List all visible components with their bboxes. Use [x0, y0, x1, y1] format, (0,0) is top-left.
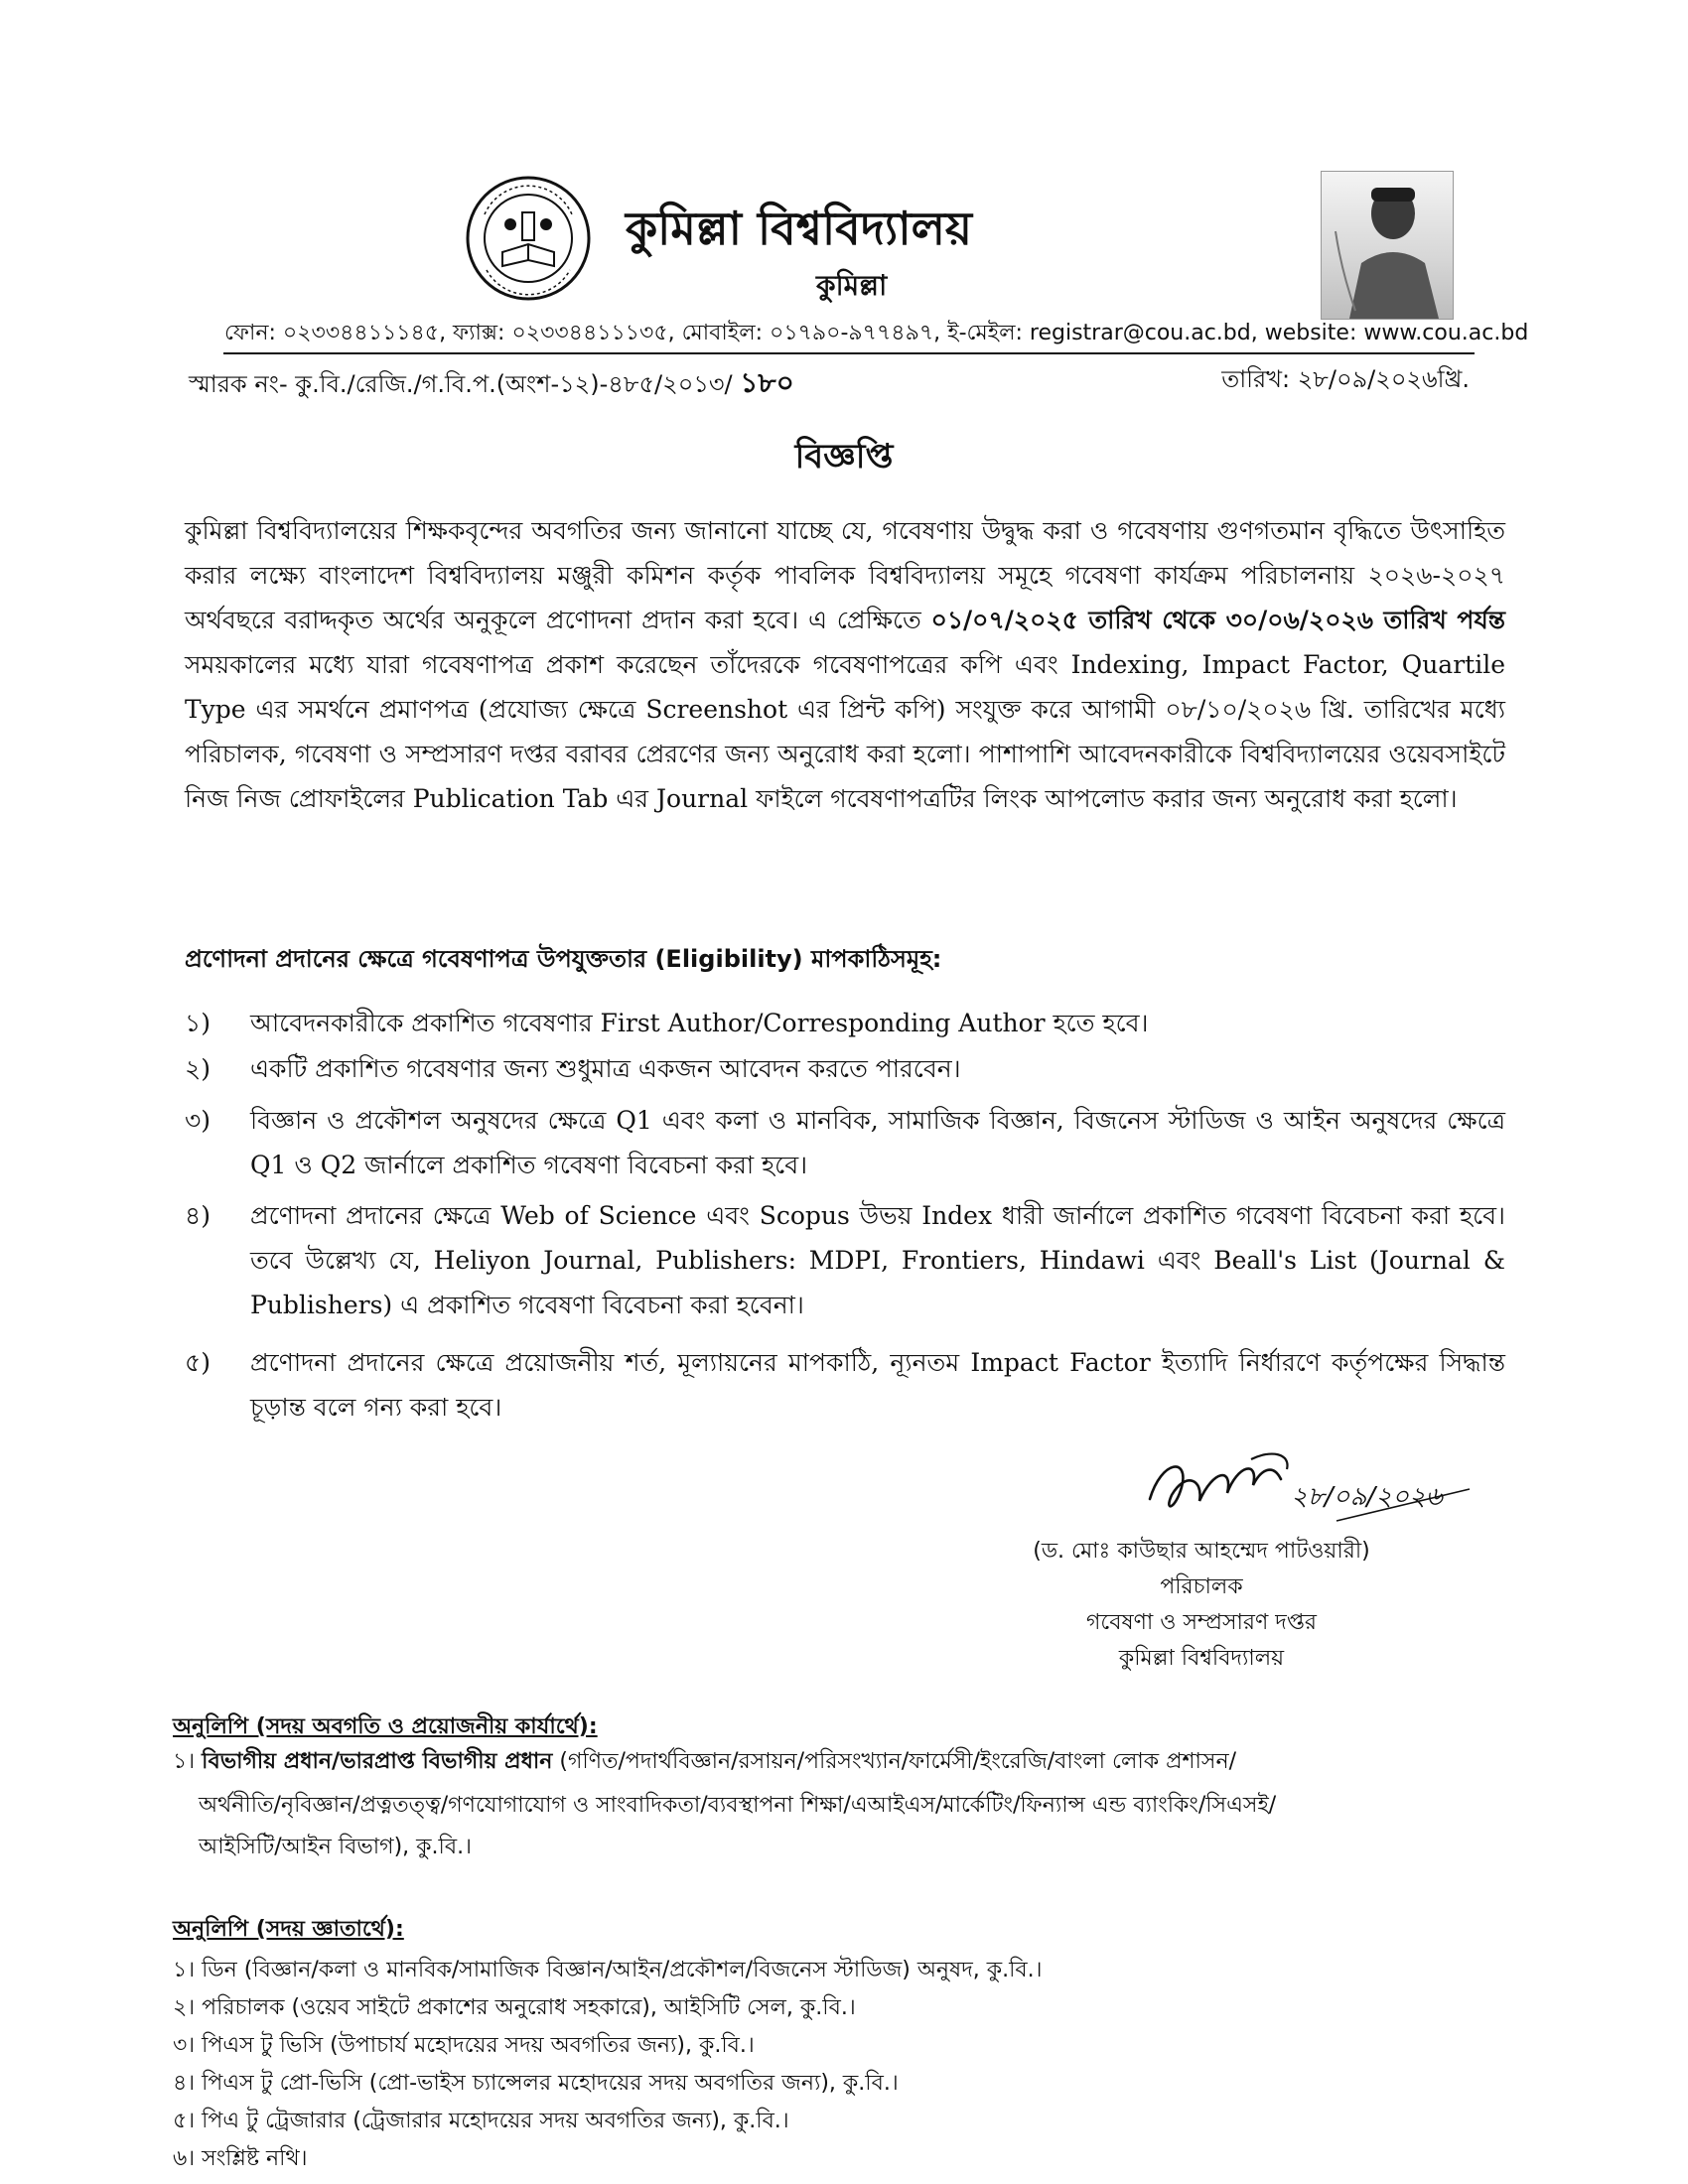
memo-reference-text: স্মারক নং- কু.বি./রেজি./গ.বি.প.(অংশ-১২)-৪৮৫/২০১৩/: [189, 370, 733, 398]
cc-action-item: [173, 1743, 1236, 1781]
criterion-text: একটি প্রকাশিত গবেষণার জন্য শুধুমাত্র একজন আবেদন করতে পারবেন।: [250, 1054, 961, 1083]
notice-body-part2: সময়কালের মধ্যে যারা গবেষণাপত্র প্রকাশ করেছেন তাঁদেরকে গবেষণাপত্রের কপি এবং Indexing, Impact Factor, Quartile Type এর সমর্থনে প্রমাণপত্র (প্রযোজ্য ক্ষেত্রে Screenshot এর প্রিন্ট কপি) সংযুক্ত করে আগামী ০৮/১০/২০২৬ খ্রি. তারিখের মধ্যে পরিচালক, গবেষণা ও সম্প্রসারণ দপ্তর বরাবর প্রেরণের জন্য অনুরোধ করা হলো। পাশাপাশি আবেদনকারীকে বিশ্ববিদ্যালয়ের ওয়েবসাইটে নিজ নিজ প্রোফাইলের Publication Tab এর Journal ফাইলে গবেষণাপত্রটির লিংক আপলোড করার জন্য অনুরোধ করা হলো।: [185, 650, 1505, 813]
header-divider: [223, 352, 1475, 354]
criterion-item: [185, 1001, 1505, 1045]
eligibility-title: প্রণোদনা প্রদানের ক্ষেত্রে গবেষণাপত্র উপযুক্ততার (Eligibility) মাপকাঠিসমূহ:: [185, 945, 942, 973]
memo-handwritten-number: ১৮০: [740, 366, 794, 399]
cc-action-number: ১।: [173, 1749, 196, 1774]
cc-info-item: ৩। পিএস টু ভিসি (উপাচার্য মহোদয়ের সদয় অবগতির জন্য), কু.বি.।: [173, 2033, 755, 2058]
signer-name: (ড. মোঃ কাউছার আহম্মেদ পাটওয়ারী): [1033, 1539, 1370, 1564]
cc-info-item: ৬। সংশ্লিষ্ট নথি।: [173, 2146, 308, 2171]
signer-institution: কুমিল্লা বিশ্ববিদ্যালয়: [1118, 1646, 1285, 1671]
cc-action-recipient: বিভাগীয় প্রধান/ভারপ্রাপ্ত বিভাগীয় প্রধান: [202, 1749, 553, 1774]
signer-office: গবেষণা ও সম্প্রসারণ দপ্তর: [1086, 1610, 1317, 1635]
portrait-photo: [1321, 171, 1454, 320]
cc-info-item: ৫। পিএ টু ট্রেজারার (ট্রেজারার মহোদয়ের সদয় অবগতির জন্য), কু.বি.।: [173, 2109, 789, 2133]
cc-info-item: ৪। পিএস টু প্রো-ভিসি (প্রো-ভাইস চ্যান্সেলর মহোদয়ের সদয় অবগতির জন্য), কু.বি.।: [173, 2071, 899, 2096]
memo-date: তারিখ: ২৮/০৯/২০২৬খ্রি.: [1221, 365, 1470, 393]
university-name: কুমিল্লা বিশ্ববিদ্যালয়: [626, 202, 972, 255]
contact-line: ফোন: ০২৩৩৪৪১১১৪৫, ফ্যাক্স: ০২৩৩৪৪১১১৩৫, মোবাইল: ০১৭৯০-৯৭৭৪৯৭, ই-মেইল: registrar@cou.ac.bd, website: www.cou.ac.bd: [224, 321, 1529, 345]
notice-title: বিজ্ঞপ্তি: [794, 437, 894, 477]
criterion-number: ২): [185, 1054, 211, 1083]
notice-body: [185, 508, 1505, 821]
university-city: কুমিল্লা: [816, 269, 888, 302]
criterion-number: ৫): [185, 1348, 211, 1377]
criterion-item: [185, 1340, 1505, 1430]
cc-action-line1: (গণিত/পদার্থবিজ্ঞান/রসায়ন/পরিসংখ্যান/ফার্মেসী/ইংরেজি/বাংলা লোক প্রশাসন/: [552, 1749, 1237, 1774]
university-seal-logo: [465, 175, 592, 302]
criterion-text: প্রণোদনা প্রদানের ক্ষেত্রে Web of Science এবং Scopus উভয় Index ধারী জার্নালে প্রকাশিত গবেষণা বিবেচনা করা হবে। তবে উল্লেখ্য যে, Heliyon Journal, Publishers: MDPI, Frontiers, Hindawi এবং Beall's List (Journal & Publishers) এ প্রকাশিত গবেষণা বিবেচনা করা হবেনা।: [250, 1201, 1505, 1319]
signature-date: ২৮/০৯/২০২৬: [1291, 1482, 1443, 1512]
cc-action-line3: আইসিটি/আইন বিভাগ), কু.বি.।: [199, 1835, 472, 1859]
cc-info-item: ১। ডিন (বিজ্ঞান/কলা ও মানবিক/সামাজিক বিজ্ঞান/আইন/প্রকৌশল/বিজনেস স্টাডিজ) অনুষদ, কু.বি.।: [173, 1958, 1043, 1982]
cc-action-line2: অর্থনীতি/নৃবিজ্ঞান/প্রত্নতত্ত্ব/গণযোগাযোগ ও সাংবাদিকতা/ব্যবস্থাপনা শিক্ষা/এআইএস/মার্কেটিং/ফিন্যান্স এন্ড ব্যাংকিং/সিএসই/: [199, 1793, 1277, 1818]
criterion-item: [185, 1046, 1505, 1091]
cc-info-title: অনুলিপি (সদয় জ্ঞাতার্থে):: [173, 1917, 404, 1942]
memo-reference: [189, 361, 794, 408]
portrait-silhouette-icon: [1322, 172, 1453, 319]
criterion-number: ৩): [185, 1106, 211, 1135]
cc-info-item: ২। পরিচালক (ওয়েব সাইটে প্রকাশের অনুরোধ সহকারে), আইসিটি সেল, কু.বি.।: [173, 1995, 856, 2020]
criterion-number: ১): [185, 1009, 211, 1037]
criterion-number: ৪): [185, 1201, 211, 1230]
handwritten-signature: [1142, 1439, 1509, 1531]
criterion-text: প্রণোদনা প্রদানের ক্ষেত্রে প্রয়োজনীয় শর্ত, মূল্যায়নের মাপকাঠি, ন্যূনতম Impact Factor ইত্যাদি নির্ধারণে কর্তৃপক্ষের সিদ্ধান্ত চূড়ান্ত বলে গন্য করা হবে।: [250, 1348, 1505, 1422]
criterion-text: বিজ্ঞান ও প্রকৌশল অনুষদের ক্ষেত্রে Q1 এবং কলা ও মানবিক, সামাজিক বিজ্ঞান, বিজনেস স্টাডিজ ও আইন অনুষদের ক্ষেত্রে Q1 ও Q2 জার্নালে প্রকাশিত গবেষণা বিবেচনা করা হবে।: [250, 1106, 1505, 1179]
notice-body-part1: কুমিল্লা বিশ্ববিদ্যালয়ের শিক্ষকবৃন্দের অবগতির জন্য জানানো যাচ্ছে যে, গবেষণায় উদ্বুদ্ধ করা ও গবেষণায় গুণগতমান বৃদ্ধিতে উৎসাহিত করার লক্ষ্যে বাংলাদেশ বিশ্ববিদ্যালয় মঞ্জুরী কমিশন কর্তৃক পাবলিক বিশ্ববিদ্যালয় সমূহে গবেষণা কার্যক্রম পরিচালনায় ২০২৬-২০২৭ অর্থবছরে বরাদ্দকৃত অর্থের অনুকূলে প্রণোদনা প্রদান করা হবে। এ প্রেক্ষিতে: [185, 516, 1505, 634]
criterion-item: [185, 1098, 1505, 1187]
notice-body-period: ০১/০৭/২০২৫ তারিখ থেকে ৩০/০৬/২০২৬ তারিখ পর্যন্ত: [930, 606, 1505, 634]
cc-action-title: অনুলিপি (সদয় অবগতি ও প্রয়োজনীয় কার্যার্থে):: [173, 1714, 598, 1739]
criterion-text: আবেদনকারীকে প্রকাশিত গবেষণার First Author/Corresponding Author হতে হবে।: [250, 1009, 1149, 1037]
signer-designation: পরিচালক: [1160, 1574, 1243, 1599]
criterion-item: [185, 1193, 1505, 1327]
